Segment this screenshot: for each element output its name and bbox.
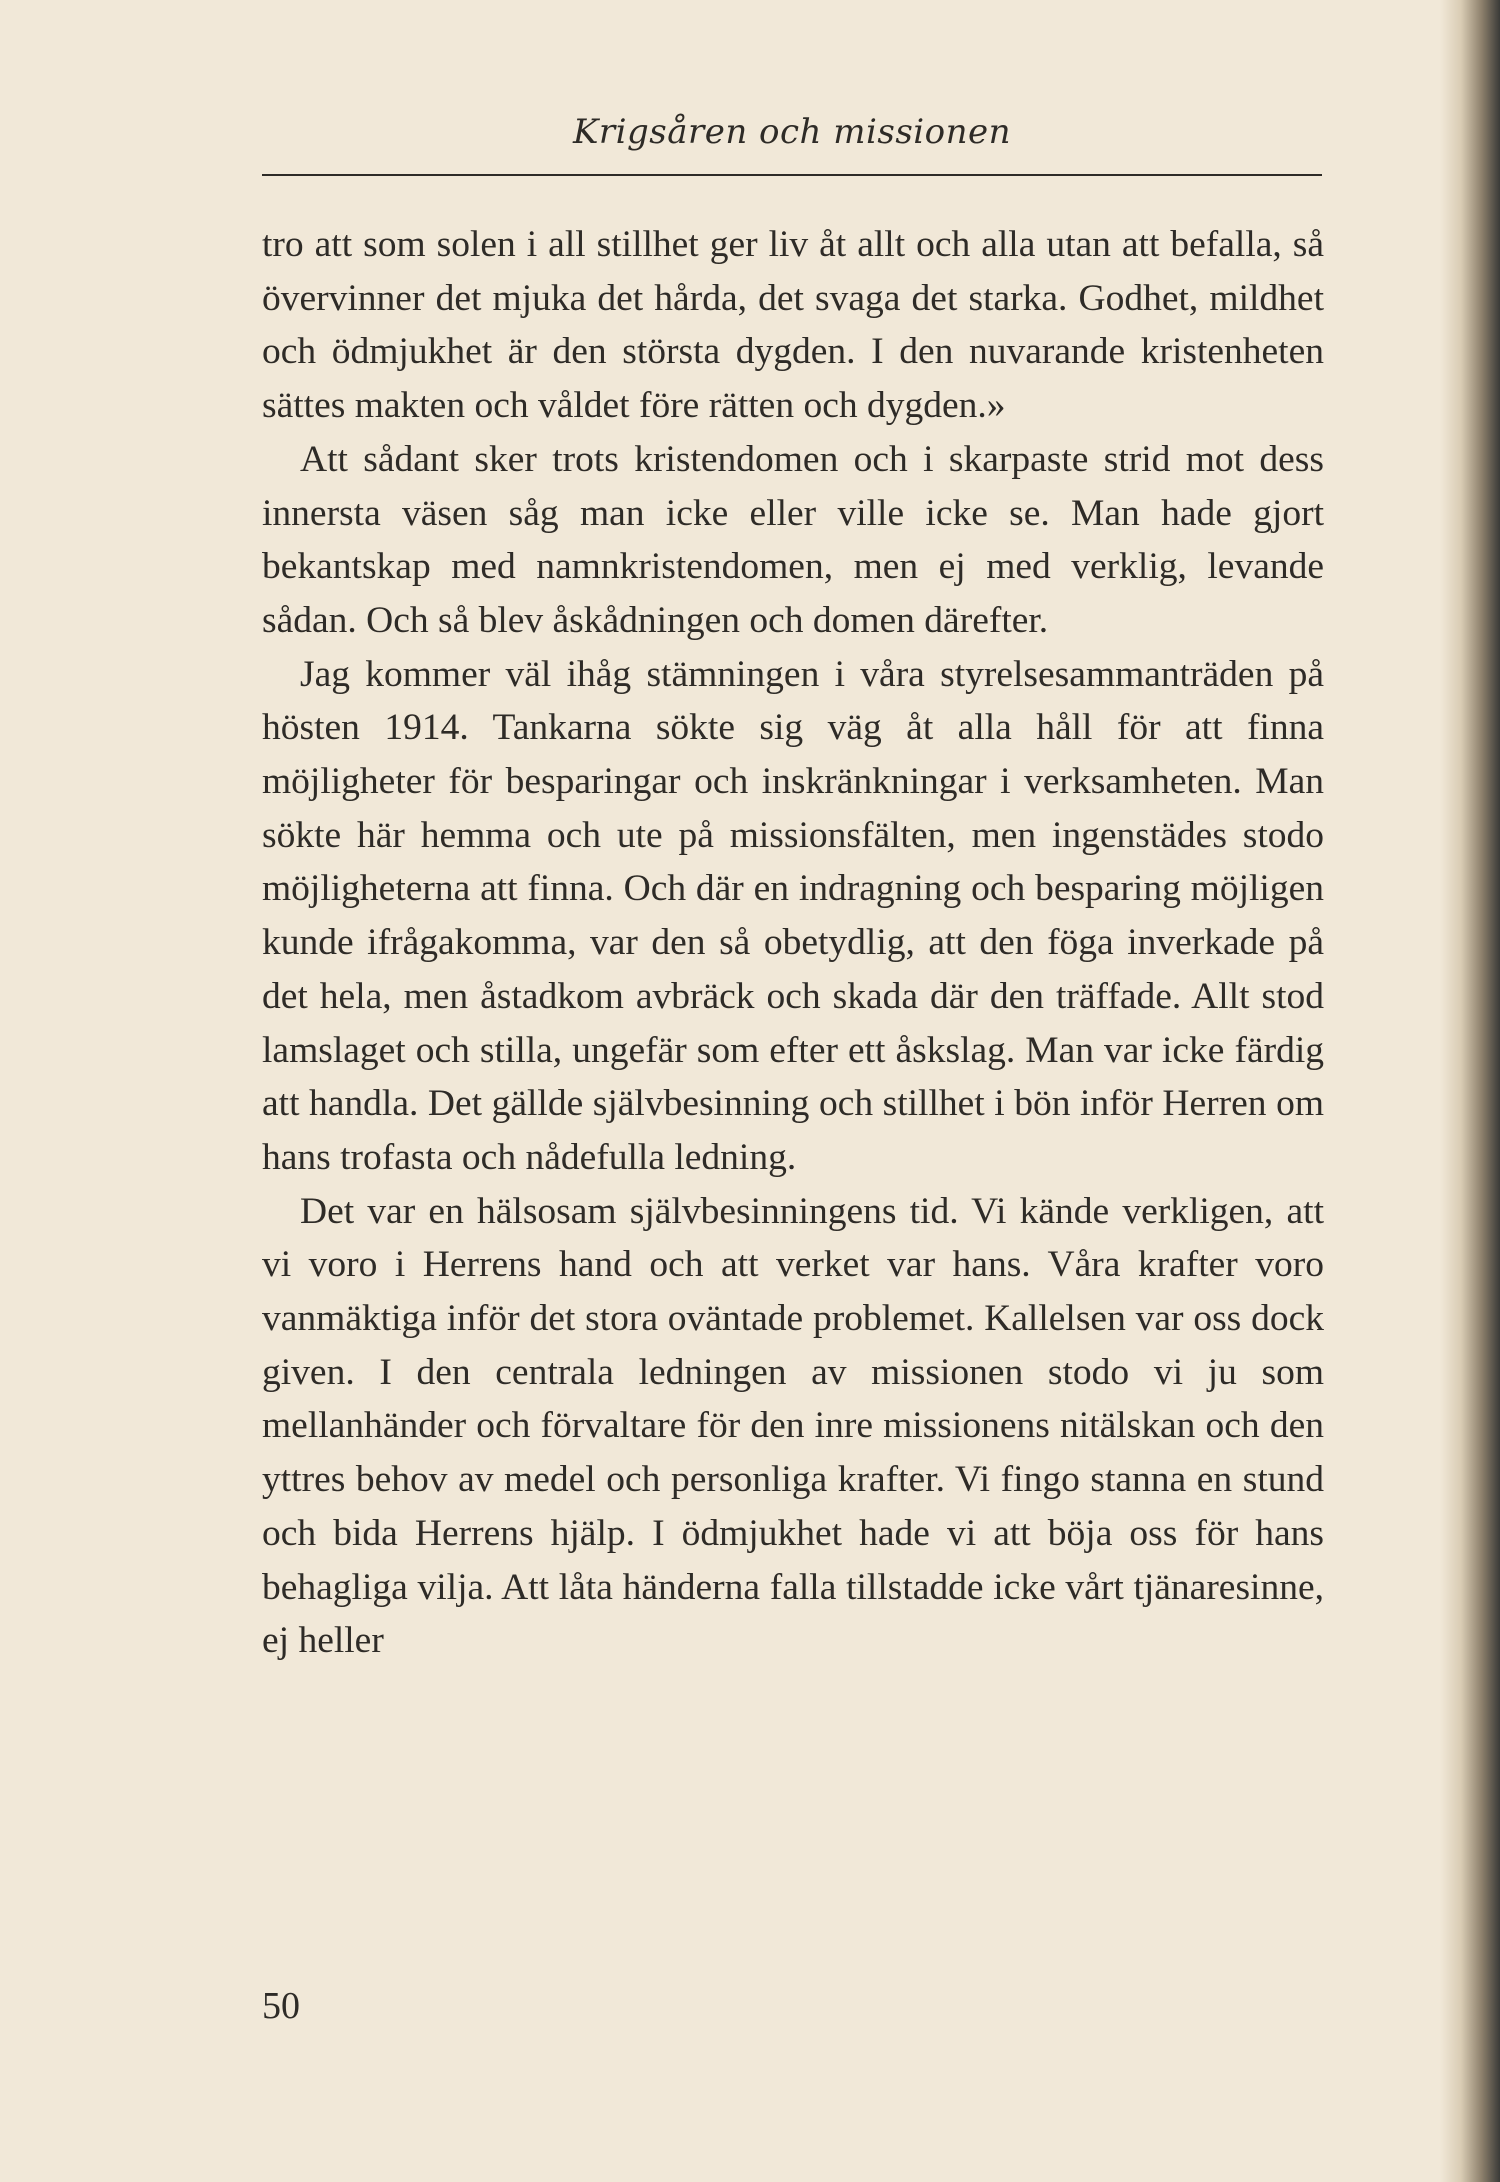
paragraph: Det var en hälsosam självbesinningens tid. Vi kände verkligen, att vi voro i Herrens hand och att verket var hans. Våra krafter voro vanmäktiga inför det stora oväntade problemet. Kallelsen var oss dock given. I den centrala ledningen av missionen stodo vi ju som mellanhänder och förvaltare för den inre missionens nitälskan och den yttres behov av medel och personliga krafter. Vi fingo stanna en stund och bida Herrens hjälp. I ödmjukhet hade vi att böja oss för hans behagliga vilja. Att låta händerna falla tillstadde icke vårt tjänaresinne, ej heller [262,1190,1324,1662]
binding-shadow [1440,0,1500,2182]
page-number: 50 [262,1985,300,2027]
paragraph-continuation: tro att som solen i all stillhet ger liv åt allt och alla utan att befalla, så övervinner det mjuka det hårda, det svaga det starka. Godhet, mildhet och ödmjukhet är den största dygden. I den nuvarande kristenheten sättes makten och våldet före rätten och dygden.» [262,224,1324,427]
body-text [262,218,1324,1668]
running-head: Krigsåren och missionen [572,112,1012,152]
paragraph: Jag kommer väl ihåg stämningen i våra styrelsesammanträden på hösten 1914. Tankarna sökte sig väg åt alla håll för att finna möjligheter för besparingar och inskränkningar i verksamheten. Man sökte här hemma och ute på missionsfälten, men ingenstädes stodo möjligheterna att finna. Och där en indragning och besparing möjligen kunde ifrågakomma, var den så obetydlig, att den föga inverkade på det hela, men åstadkom avbräck och skada där den träffade. Allt stod lamslaget och stilla, ungefär som efter ett åskslag. Man var icke färdig att handla. Det gällde självbesinning och stillhet i bön inför Herren om hans trofasta och nådefulla ledning. [262,653,1324,1178]
header-rule [262,174,1322,176]
paragraph: Att sådant sker trots kristendomen och i skarpaste strid mot dess innersta väsen såg man icke eller ville icke se. Man hade gjort bekantskap med namnkristendomen, men ej med verklig, levande sådan. Och så blev åskådningen och domen därefter. [262,438,1324,641]
